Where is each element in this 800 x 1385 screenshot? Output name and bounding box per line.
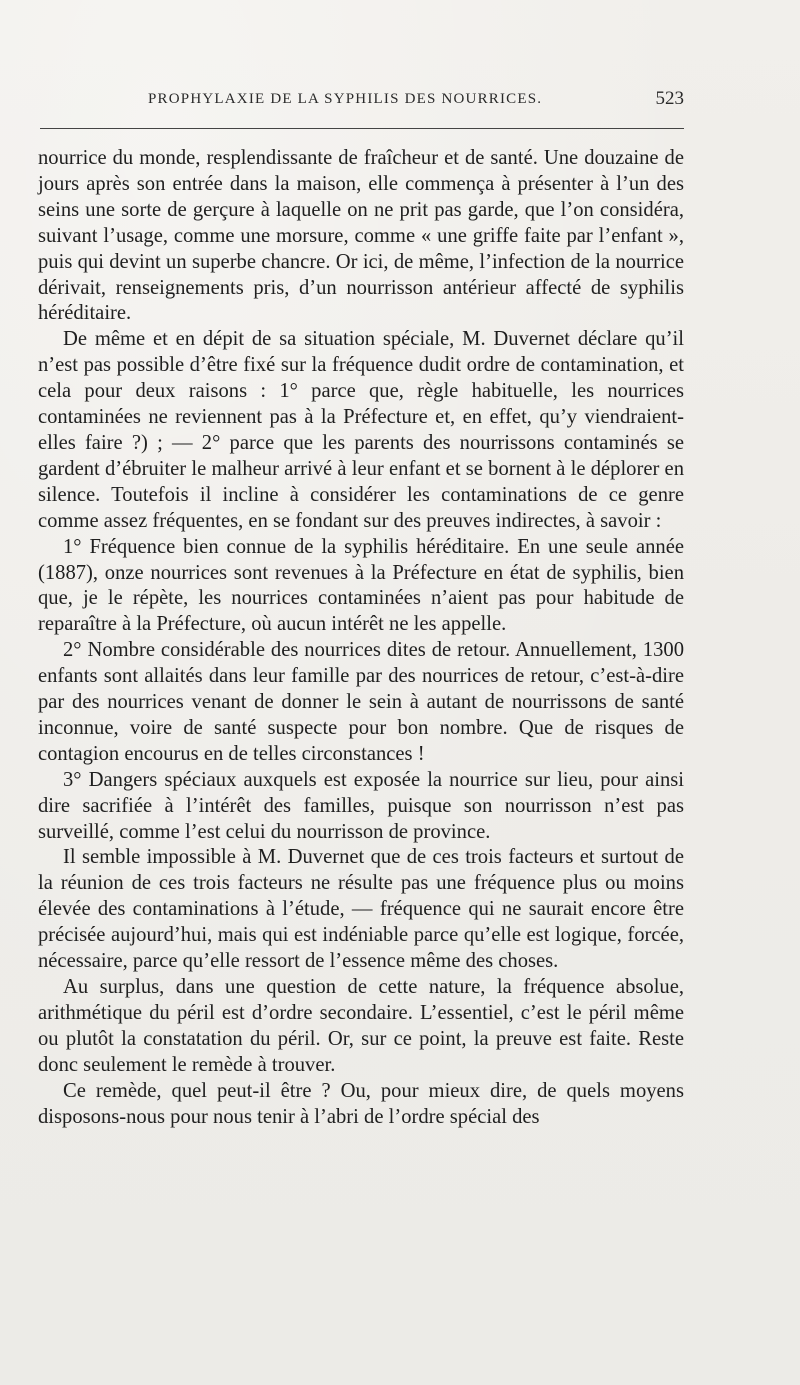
paragraph: De même et en dépit de sa situation spéciale, M. Duvernet déclare qu’il n’est pas possible d’être fixé sur la fréquence dudit ordre de contamination, et cela pour deux raisons : 1° parce que, règle habituelle, les nourrices contaminées ne reviennent pas à la Préfecture et, en effet, qu’y viendraient-elles faire ?) ; — 2° parce que les parents des nourrissons contaminés se gardent d’ébruiter le malheur arrivé à leur enfant et se bornent à le déplorer en silence. Toutefois il incline à considérer les contaminations de ce genre comme assez fréquentes, en se fondant sur des preuves indirectes, à savoir : [38,328,684,532]
running-head [38,88,684,114]
header-rule [40,128,684,129]
paragraph: 1° Fréquence bien connue de la syphilis héréditaire. En une seule année (1887), onze nourrices sont revenues à la Préfecture en état de syphilis, bien que, je le répète, les nourrices contaminées n’aient pas pour habitude de reparaître à la Préfecture, où aucun intérêt ne les appelle. [38,535,684,636]
paragraph: Au surplus, dans une question de cette nature, la fréquence absolue, arithmétique du péril est d’ordre secondaire. L’essentiel, c’est le péril même ou plutôt la constatation du péril. Or, sur ce point, la preuve est faite. Reste donc seulement le remède à trouver. [38,976,684,1076]
running-title: PROPHYLAXIE DE LA SYPHILIS DES NOURRICES. [148,91,543,107]
page-number: 523 [655,88,684,109]
paragraph: Ce remède, quel peut-il être ? Ou, pour mieux dire, de quels moyens disposons-nous pour nous tenir à l’abri de l’ordre spécial des [38,1079,684,1128]
paragraph: 2° Nombre considérable des nourrices dites de retour. Annuellement, 1300 enfants sont allaités dans leur famille par des nourrices de retour, c’est-à-dire par des nourrices venant de donner le sein à autant de nourrissons de santé inconnue, voire de santé suspecte pour bon nombre. Que de risques de contagion encourus en de telles circonstances ! [38,639,684,765]
paragraph: Il semble impossible à M. Duvernet que de ces trois facteurs et surtout de la réunion de ces trois facteurs ne résulte pas une fréquence plus ou moins élevée des contaminations à l’étude, — fréquence qui ne saurait encore être précisée aujourd’hui, mais qui est indéniable parce qu’elle est logique, forcée, nécessaire, parce qu’elle ressort de l’essence même des choses. [38,846,684,973]
paragraph: 3° Dangers spéciaux auxquels est exposée la nourrice sur lieu, pour ainsi dire sacrifiée à l’intérêt des familles, puisque son nourrisson n’est pas surveillé, comme l’est celui du nourrisson de province. [38,768,684,843]
body-text [38,146,684,1130]
paragraph: nourrice du monde, resplendissante de fraîcheur et de santé. Une douzaine de jours après son entrée dans la maison, elle commença à présenter à l’un des seins une sorte de gerçure à laquelle on ne prit pas garde, que l’on considéra, suivant l’usage, comme une morsure, comme « une griffe faite par l’enfant », puis qui devint un superbe chancre. Or ici, de même, l’infection de la nourrice dérivait, renseignements pris, d’un nourrisson antérieur affecté de syphilis héréditaire. [38,147,684,325]
